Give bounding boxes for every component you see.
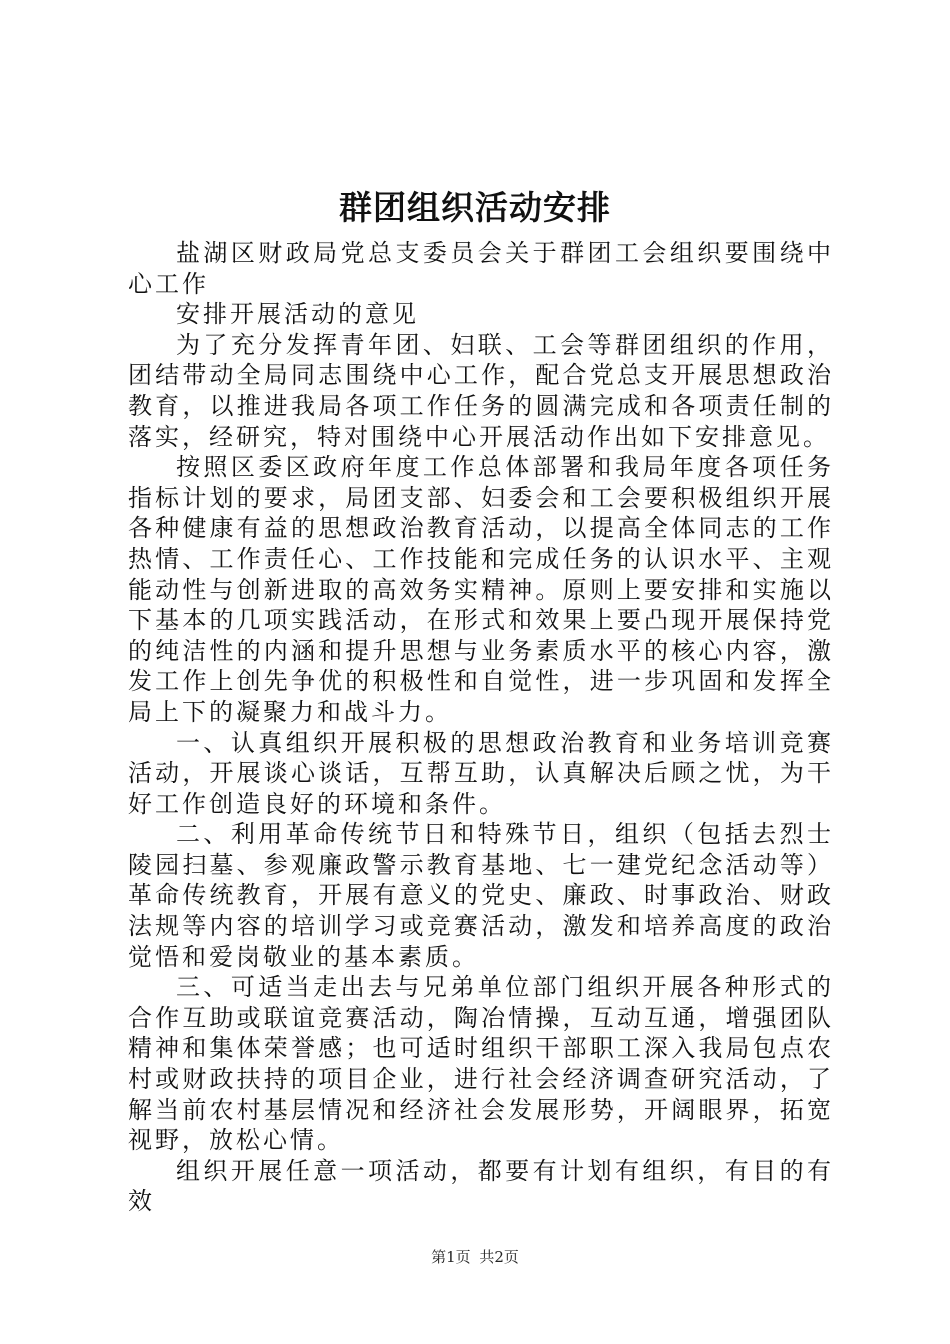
paragraph-requirements: 按照区委区政府年度工作总体部署和我局年度各项任务指标计划的要求，局团支部、妇委会和工会要积极组织开展各种健康有益的思想政治教育活动，以提高全体同志的工作热情、工作责任心、工作技能和完成任务的认识水平、主观能动性与创新进取的高效务实精神。原则上要安排和实施以下基本的几项实践活动，在形式和效果上要凸现开展保持党的纯洁性的内涵和提升思想与业务素质水平的核心内容，激发工作上创先争优的积极性和自觉性，进一步巩固和发挥全局上下的凝聚力和战斗力。 bbox=[128, 453, 834, 726]
paragraph-item-1: 一、认真组织开展积极的思想政治教育和业务培训竞赛活动，开展谈心谈话，互帮互助，认真解决后顾之忧，为干好工作创造良好的环境和条件。 bbox=[128, 728, 834, 818]
paragraph-intro: 为了充分发挥青年团、妇联、工会等群团组织的作用，团结带动全局同志围绕中心工作，配合党总支开展思想政治教育，以推进我局各项工作任务的圆满完成和各项责任制的落实，经研究，特对围绕中心开展活动作出如下安排意见。 bbox=[128, 330, 834, 451]
paragraph-closing: 组织开展任意一项活动，都要有计划有组织，有目的有效 bbox=[128, 1156, 834, 1216]
paragraph-heading-line-2: 安排开展活动的意见 bbox=[176, 300, 419, 329]
page-number: 第1页 bbox=[431, 1248, 471, 1266]
page-total: 共2页 bbox=[479, 1248, 519, 1266]
paragraph-heading-line-1: 盐湖区财政局党总支委员会关于群团工会组织要围绕中心工作 bbox=[128, 239, 834, 298]
document-title: 群团组织活动安排 bbox=[339, 188, 611, 227]
paragraph-item-2: 二、利用革命传统节日和特殊节日，组织（包括去烈士陵园扫墓、参观廉政警示教育基地、七一建党纪念活动等）革命传统教育，开展有意义的党史、廉政、时事政治、财政法规等内容的培训学习或竞赛活动，激发和培养高度的政治觉悟和爱岗敬业的基本素质。 bbox=[128, 820, 834, 971]
paragraph-item-3: 三、可适当走出去与兄弟单位部门组织开展各种形式的合作互助或联谊竞赛活动，陶冶情操，互动互通，增强团队精神和集体荣誉感；也可适时组织干部职工深入我局包点农村或财政扶持的项目企业，进行社会经济调查研究活动，了解当前农村基层情况和经济社会发展形势，开阔眼界，拓宽视野，放松心情。 bbox=[128, 973, 834, 1155]
document-body bbox=[128, 238, 834, 1217]
page-footer bbox=[0, 1247, 950, 1267]
